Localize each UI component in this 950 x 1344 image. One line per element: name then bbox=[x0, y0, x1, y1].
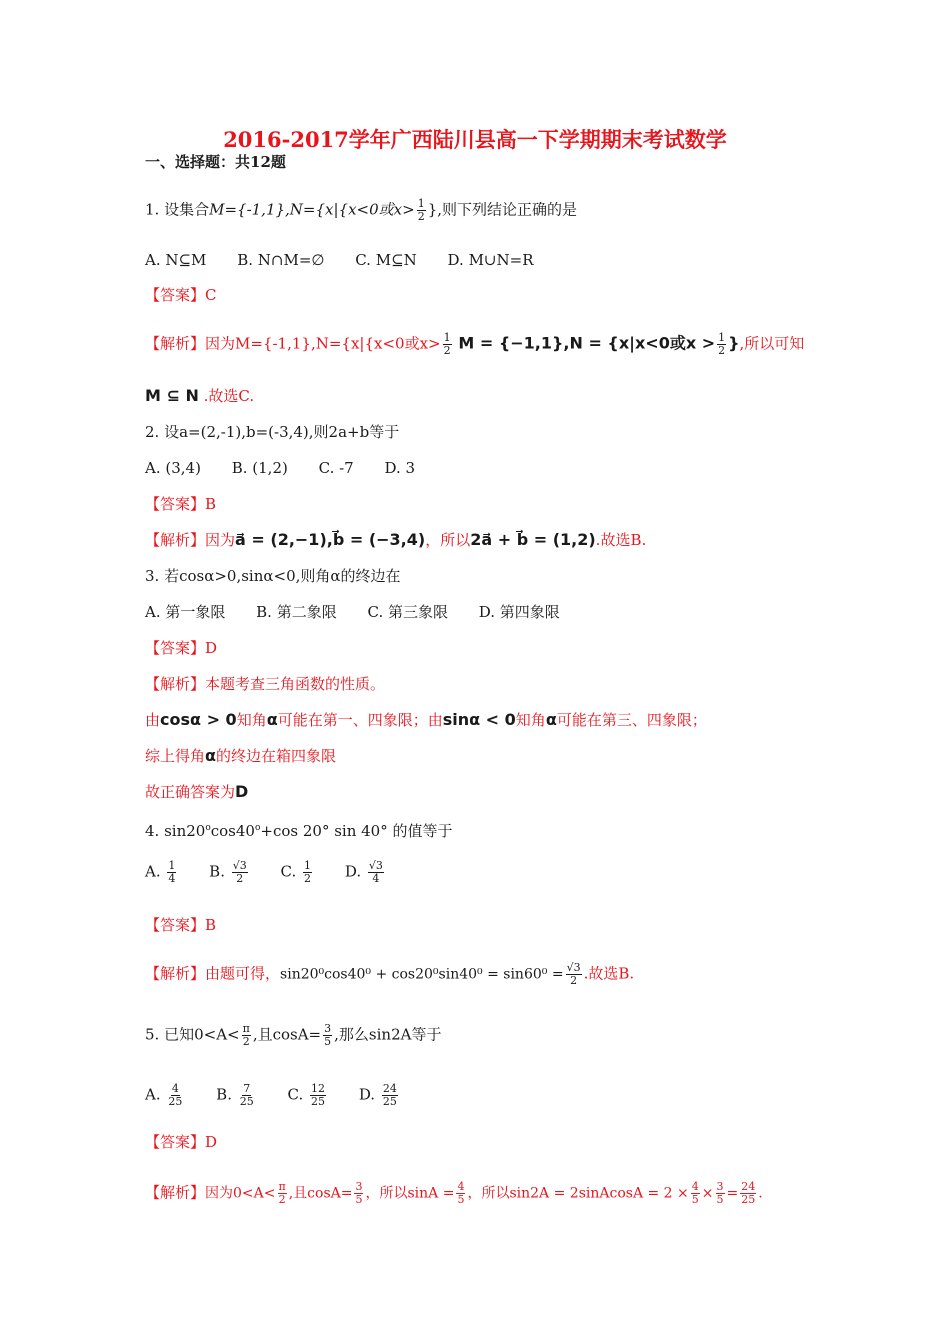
frac-den: 2 bbox=[718, 344, 726, 357]
stem-part: cos40 bbox=[210, 822, 255, 840]
analysis-text: × bbox=[701, 1185, 714, 1202]
answer-value: D bbox=[205, 1133, 218, 1151]
option-d[interactable] bbox=[345, 860, 386, 885]
analysis-fraction bbox=[278, 1181, 287, 1206]
option-label: B. bbox=[209, 862, 225, 881]
analysis-text: . bbox=[758, 1185, 763, 1202]
option-fraction bbox=[167, 1083, 183, 1108]
question-2-stem: 2. 设a=(2,-1),b=(-3,4),则2a+b等于 bbox=[145, 423, 400, 441]
frac-num: 12 bbox=[311, 1082, 326, 1095]
frac-num: 1 bbox=[443, 331, 451, 344]
option-label: D. bbox=[344, 862, 362, 881]
answer-tag: 【答案】 bbox=[145, 1133, 206, 1151]
q1-stem-set: M={-1,1},N={x|{x<0或x> bbox=[209, 200, 415, 219]
frac-num: π bbox=[278, 1180, 286, 1193]
option-a[interactable] bbox=[145, 1083, 185, 1108]
stem-part: +cos 20° sin 40° 的值等于 bbox=[260, 822, 453, 840]
section-heading: 一、选择题：共12题 bbox=[145, 153, 286, 171]
q4-analysis bbox=[145, 962, 634, 987]
question-4-stem bbox=[145, 818, 453, 841]
frac-den: 25 bbox=[741, 1193, 756, 1206]
analysis-math: sinα < 0 bbox=[442, 710, 516, 729]
option-label: B. bbox=[216, 1085, 232, 1104]
question-1-options bbox=[145, 250, 560, 270]
analysis-text-tail: ,所以可知 bbox=[739, 334, 805, 353]
analysis-tag: 【解析】 bbox=[145, 964, 206, 983]
analysis-math: a⃗ = (2,−1),b⃗ = (−3,4) bbox=[235, 530, 426, 549]
option-b[interactable]: B. N∩M=∅ bbox=[237, 251, 325, 269]
option-fraction bbox=[167, 860, 176, 885]
analysis-text: 本题考查三角函数的性质。 bbox=[205, 675, 386, 693]
q3-analysis bbox=[145, 674, 385, 694]
option-label: C. bbox=[280, 862, 297, 881]
stem-part: ,那么sin2A等于 bbox=[334, 1025, 442, 1044]
question-3-stem: 3. 若cosα>0,sinα<0,则角α的终边在 bbox=[145, 567, 401, 585]
frac-den: 4 bbox=[168, 872, 176, 885]
analysis-math: cosα > 0 bbox=[160, 710, 237, 729]
frac-num: 24 bbox=[741, 1180, 756, 1193]
frac-den: 4 bbox=[372, 872, 380, 885]
option-label: D. bbox=[358, 1085, 376, 1104]
analysis-math: M ⊆ N bbox=[145, 386, 199, 405]
frac-den: 5 bbox=[691, 1193, 699, 1206]
q1-answer bbox=[145, 285, 217, 305]
frac-den: 5 bbox=[457, 1193, 465, 1206]
analysis-math: α bbox=[545, 710, 557, 729]
frac-num: 1 bbox=[168, 859, 176, 872]
frac-den: 25 bbox=[239, 1095, 254, 1108]
q1-stem-number: 1. 设集合 bbox=[145, 200, 210, 219]
option-c[interactable]: C. -7 bbox=[318, 459, 354, 477]
frac-num: 3 bbox=[716, 1180, 724, 1193]
q1-analysis-cont bbox=[145, 386, 254, 406]
option-d[interactable]: D. M∪N=R bbox=[447, 251, 534, 269]
option-c[interactable]: C. M⊆N bbox=[355, 251, 417, 269]
frac-den: 2 bbox=[278, 1193, 286, 1206]
q2-answer bbox=[145, 494, 216, 514]
analysis-conclusion: .故选B. bbox=[595, 531, 647, 549]
frac-den: 25 bbox=[168, 1095, 183, 1108]
q3-analysis-line-2 bbox=[145, 710, 707, 730]
analysis-text: ，所以sin2A = 2sinAcosA = 2 × bbox=[467, 1185, 689, 1202]
q5-answer bbox=[145, 1132, 217, 1152]
stem-fraction bbox=[242, 1023, 251, 1048]
analysis-text: = bbox=[726, 1185, 739, 1202]
frac-den: 5 bbox=[716, 1193, 724, 1206]
analysis-text: 由 bbox=[145, 711, 161, 729]
answer-tag: 【答案】 bbox=[145, 495, 206, 513]
option-a[interactable]: A. (3,4) bbox=[145, 459, 201, 477]
analysis-text: ,且cosA= bbox=[288, 1185, 353, 1202]
q3-analysis-line-3 bbox=[145, 746, 336, 766]
analysis-text: 可能在第三、四象限； bbox=[556, 711, 707, 729]
option-d[interactable] bbox=[359, 1083, 400, 1108]
answer-value: C bbox=[205, 286, 217, 304]
answer-tag: 【答案】 bbox=[145, 916, 206, 934]
frac-num: 7 bbox=[243, 1082, 251, 1095]
option-label: A. bbox=[145, 1085, 161, 1104]
analysis-text: 由题可得， bbox=[205, 964, 281, 983]
analysis-fraction bbox=[354, 1181, 363, 1206]
frac-num: 1 bbox=[304, 859, 312, 872]
answer-tag: 【答案】 bbox=[145, 286, 206, 304]
stem-part: ,且cosA= bbox=[252, 1025, 322, 1044]
frac-den: 25 bbox=[382, 1095, 397, 1108]
answer-value: B bbox=[205, 916, 217, 934]
analysis-fraction bbox=[740, 1181, 756, 1206]
analysis-text: 知角 bbox=[236, 711, 267, 729]
analysis-fraction bbox=[691, 1181, 700, 1206]
frac-num: 1 bbox=[417, 197, 425, 210]
frac-num: √3 bbox=[368, 859, 383, 872]
option-c[interactable]: C. 第三象限 bbox=[367, 603, 448, 621]
frac-num: 4 bbox=[691, 1180, 699, 1193]
analysis-math: D bbox=[235, 782, 249, 801]
analysis-text: 因为M={-1,1},N={x|{x<0或x> bbox=[205, 334, 441, 353]
option-label: C. bbox=[287, 1085, 304, 1104]
frac-den: 2 bbox=[242, 1035, 250, 1048]
option-b[interactable]: B. (1,2) bbox=[231, 459, 288, 477]
stem-part: 5. 已知0<A< bbox=[145, 1025, 240, 1044]
answer-value: B bbox=[205, 495, 217, 513]
option-fraction bbox=[382, 1083, 398, 1108]
frac-den: 2 bbox=[443, 344, 451, 357]
frac-num: 3 bbox=[355, 1180, 363, 1193]
analysis-tag: 【解析】 bbox=[145, 1183, 206, 1202]
analysis-math: sin20⁰cos40⁰ + cos20⁰sin40⁰ = sin60⁰ = bbox=[280, 966, 564, 983]
frac-den: 2 bbox=[304, 872, 312, 885]
option-b[interactable]: B. 第二象限 bbox=[256, 603, 337, 621]
analysis-fraction bbox=[566, 962, 582, 987]
analysis-conclusion: .故选B. bbox=[583, 964, 635, 983]
question-4-options bbox=[145, 860, 412, 885]
analysis-tag: 【解析】 bbox=[145, 675, 206, 693]
option-c[interactable] bbox=[288, 1083, 329, 1108]
frac-num: π bbox=[242, 1022, 250, 1035]
analysis-math-close: } bbox=[728, 333, 740, 353]
analysis-text: 综上得角 bbox=[145, 747, 206, 765]
question-2-options bbox=[145, 458, 441, 478]
frac-num: 4 bbox=[171, 1082, 179, 1095]
analysis-text: 可能在第一、四象限；由 bbox=[277, 711, 443, 729]
q3-answer bbox=[145, 638, 217, 658]
analysis-text: 因为0<A< bbox=[205, 1185, 276, 1202]
question-5-options bbox=[145, 1083, 426, 1108]
option-a[interactable]: A. N⊆M bbox=[145, 251, 207, 269]
frac-num: 4 bbox=[457, 1180, 465, 1193]
analysis-math: α bbox=[266, 710, 278, 729]
stem-part: 4. sin20 bbox=[145, 822, 206, 840]
option-fraction bbox=[310, 1083, 326, 1108]
option-fraction bbox=[368, 860, 384, 885]
frac-num: 24 bbox=[382, 1082, 397, 1095]
page-title: 2016-2017学年广西陆川县高一下学期期末考试数学 bbox=[223, 127, 727, 152]
frac-num: 1 bbox=[718, 331, 726, 344]
analysis-text: ，所以sinA = bbox=[365, 1185, 455, 1202]
analysis-fraction bbox=[443, 332, 452, 357]
frac-den: 2 bbox=[417, 210, 425, 223]
analysis-text: 的终边在箱四象限 bbox=[216, 747, 337, 765]
answer-tag: 【答案】 bbox=[145, 639, 206, 657]
option-d[interactable]: D. 3 bbox=[384, 459, 416, 477]
option-b[interactable] bbox=[209, 860, 250, 885]
frac-den: 2 bbox=[570, 974, 578, 987]
frac-num: √3 bbox=[566, 961, 581, 974]
analysis-tag: 【解析】 bbox=[145, 531, 206, 549]
q4-answer bbox=[145, 915, 216, 935]
question-5-stem bbox=[145, 1023, 441, 1048]
q1-stem-fraction bbox=[417, 198, 426, 223]
degree-mark: o bbox=[254, 823, 261, 833]
option-fraction bbox=[303, 860, 312, 885]
frac-num: 3 bbox=[324, 1022, 332, 1035]
q1-analysis bbox=[145, 332, 804, 357]
q3-analysis-line-4 bbox=[145, 782, 248, 802]
option-label: A. bbox=[145, 862, 161, 881]
frac-den: 5 bbox=[324, 1035, 332, 1048]
q2-analysis bbox=[145, 530, 646, 550]
analysis-text: 因为 bbox=[205, 531, 236, 549]
option-c[interactable] bbox=[281, 860, 315, 885]
option-fraction bbox=[232, 860, 248, 885]
analysis-text: 故正确答案为 bbox=[145, 783, 236, 801]
option-a[interactable]: A. 第一象限 bbox=[145, 603, 226, 621]
analysis-fraction bbox=[456, 1181, 465, 1206]
option-fraction bbox=[239, 1083, 255, 1108]
option-b[interactable] bbox=[216, 1083, 257, 1108]
analysis-fraction-2 bbox=[717, 332, 726, 357]
analysis-tag: 【解析】 bbox=[145, 334, 206, 353]
analysis-conclusion: .故选C. bbox=[203, 387, 255, 405]
analysis-math: 2a⃗ + b⃗ = (1,2) bbox=[470, 530, 596, 549]
analysis-text: ，所以 bbox=[425, 531, 471, 549]
stem-fraction bbox=[323, 1023, 332, 1048]
q1-stem-tail: },则下列结论正确的是 bbox=[427, 200, 578, 219]
question-1-stem bbox=[145, 198, 577, 223]
frac-den: 5 bbox=[355, 1193, 363, 1206]
q5-analysis bbox=[145, 1181, 763, 1206]
question-3-options bbox=[145, 602, 586, 622]
analysis-math: α bbox=[205, 746, 217, 765]
option-d[interactable]: D. 第四象限 bbox=[478, 603, 560, 621]
degree-mark: o bbox=[205, 823, 211, 833]
frac-den: 25 bbox=[311, 1095, 326, 1108]
analysis-math: M = {−1,1},N = {x|x<0或x > bbox=[458, 333, 716, 353]
option-a[interactable] bbox=[145, 860, 178, 885]
analysis-text: 知角 bbox=[515, 711, 546, 729]
frac-num: √3 bbox=[232, 859, 247, 872]
answer-value: D bbox=[205, 639, 218, 657]
frac-den: 2 bbox=[236, 872, 244, 885]
analysis-fraction bbox=[716, 1181, 725, 1206]
